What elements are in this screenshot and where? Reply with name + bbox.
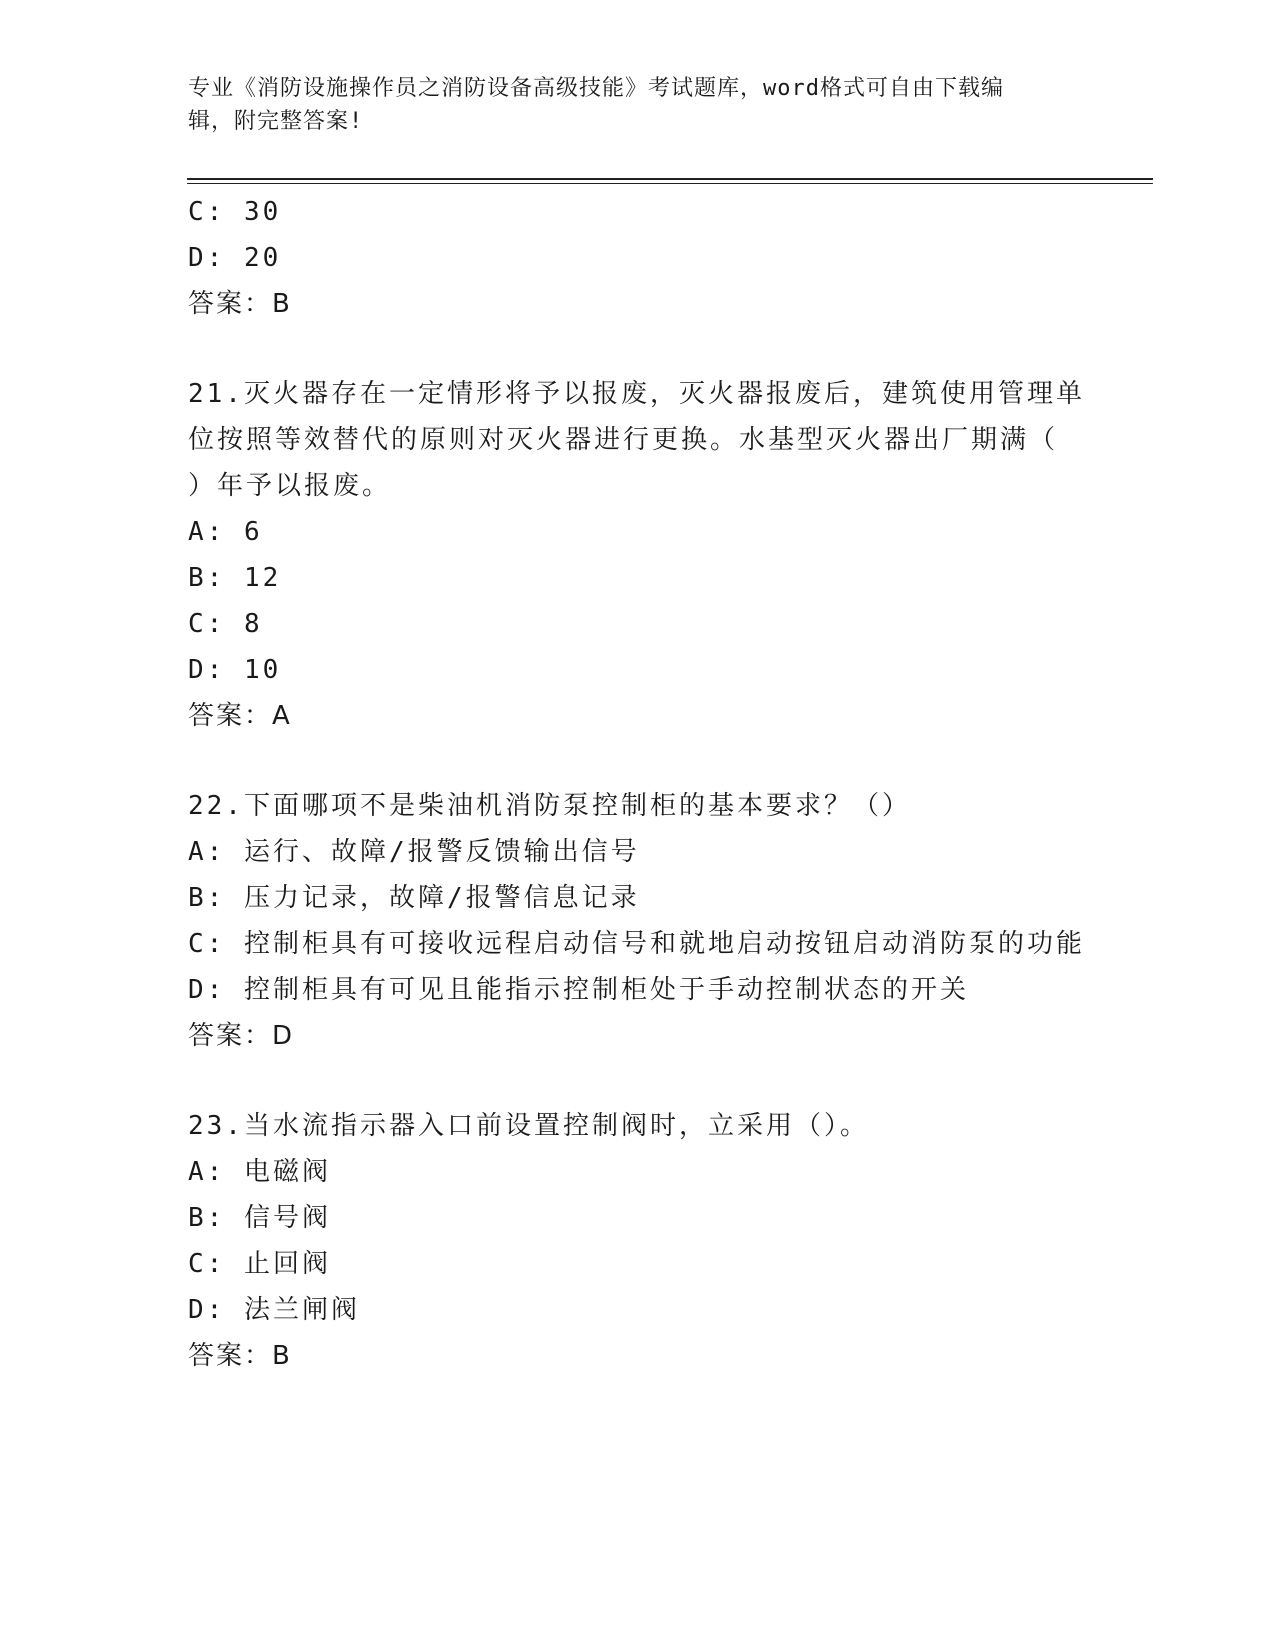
option-text: 运行、故障/报警反馈输出信号 — [243, 837, 640, 867]
option-d — [188, 647, 1088, 693]
header-title-line-1: 专业《消防设施操作员之消防设备高级技能》考试题库，word格式可自由下载编 — [188, 76, 1004, 101]
option-label: C — [188, 609, 207, 639]
option-label: B — [188, 1203, 207, 1233]
option-text: 控制柜具有可见且能指示控制柜处于手动控制状态的开关 — [243, 975, 969, 1005]
option-d — [188, 1287, 1088, 1333]
option-separator: : — [206, 837, 226, 867]
option-separator: : — [206, 609, 226, 639]
answer-line: 答案：A — [188, 701, 292, 731]
option-text: 压力记录，故障/报警信息记录 — [243, 883, 640, 913]
option-separator: : — [206, 1203, 226, 1233]
option-text: 电磁阀 — [243, 1157, 331, 1187]
answer-line: 答案：B — [188, 1341, 292, 1371]
option-label: B — [188, 563, 207, 593]
question-text-line: 23.当水流指示器入口前设置控制阀时，立采用（）。 — [188, 1111, 869, 1141]
option-label: C — [188, 197, 207, 227]
option-c — [188, 189, 1088, 235]
option-text: 法兰闸阀 — [243, 1295, 360, 1325]
option-a — [188, 509, 1088, 555]
option-text: 控制柜具有可接收远程启动信号和就地启动按钮启动消防泵的功能 — [243, 929, 1085, 959]
question-23 — [188, 1103, 1088, 1379]
option-b — [188, 875, 1088, 921]
option-d — [188, 967, 1088, 1013]
option-label: D — [188, 655, 207, 685]
header-title-line-2: 辑，附完整答案! — [188, 109, 364, 134]
option-b — [188, 555, 1088, 601]
answer-line: 答案：D — [188, 1021, 295, 1051]
option-label: C — [188, 1249, 207, 1279]
question-list — [188, 189, 1088, 1379]
answer-line: 答案：B — [188, 289, 292, 319]
option-label: A — [188, 837, 207, 867]
option-text: 12 — [243, 563, 282, 593]
option-label: D — [188, 975, 207, 1005]
option-c — [188, 1241, 1088, 1287]
option-label: B — [188, 883, 207, 913]
option-separator: : — [206, 655, 226, 685]
option-b — [188, 1195, 1088, 1241]
header-rule-thick — [187, 178, 1153, 180]
option-separator: : — [206, 975, 226, 1005]
option-separator: : — [206, 243, 226, 273]
option-label: A — [188, 1157, 207, 1187]
option-separator: : — [206, 929, 226, 959]
option-label: D — [188, 1295, 207, 1325]
option-separator: : — [206, 1249, 226, 1279]
option-separator: : — [206, 1157, 226, 1187]
option-text: 6 — [243, 517, 263, 547]
option-separator: : — [206, 197, 226, 227]
question-22 — [188, 783, 1088, 1059]
document-header — [188, 72, 1068, 138]
option-a — [188, 1149, 1088, 1195]
previous-question-tail — [188, 189, 1088, 327]
question-text-line: ）年予以报废。 — [188, 471, 392, 501]
option-text: 30 — [243, 197, 282, 227]
option-text: 止回阀 — [243, 1249, 331, 1279]
question-text-line: 21.灭火器存在一定情形将予以报废，灭火器报废后，建筑使用管理单 — [188, 379, 1085, 409]
option-d — [188, 235, 1088, 281]
option-c — [188, 601, 1088, 647]
question-text-line: 位按照等效替代的原则对灭火器进行更换。水基型灭火器出厂期满（ — [188, 425, 1059, 455]
option-separator: : — [206, 517, 226, 547]
option-label: C — [188, 929, 207, 959]
option-a — [188, 829, 1088, 875]
option-separator: : — [206, 883, 226, 913]
option-text: 信号阀 — [243, 1203, 331, 1233]
option-text: 10 — [243, 655, 282, 685]
option-c — [188, 921, 1088, 967]
option-label: A — [188, 517, 207, 547]
option-text: 20 — [243, 243, 282, 273]
option-text: 8 — [243, 609, 263, 639]
header-rule-thin — [187, 183, 1153, 184]
question-21 — [188, 371, 1088, 739]
option-label: D — [188, 243, 207, 273]
question-text-line: 22.下面哪项不是柴油机消防泵控制柜的基本要求？（） — [188, 791, 911, 821]
option-separator: : — [206, 1295, 226, 1325]
option-separator: : — [206, 563, 226, 593]
